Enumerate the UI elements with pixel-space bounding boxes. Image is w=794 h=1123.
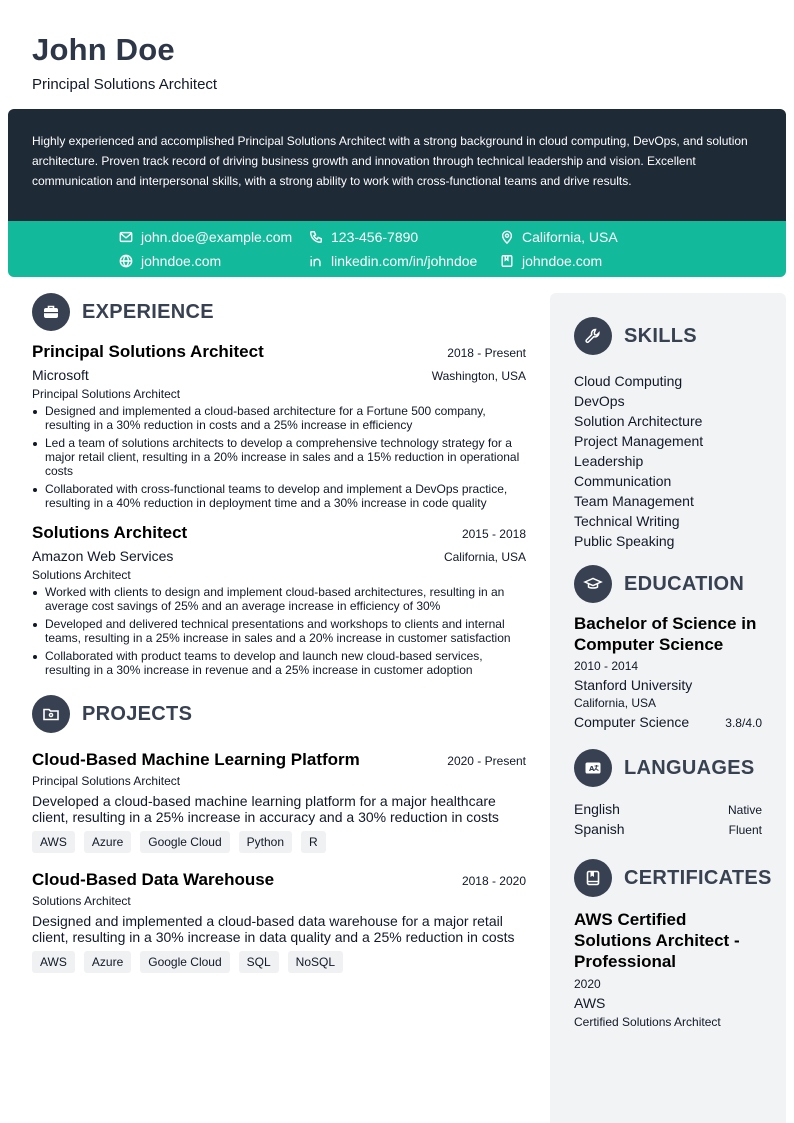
skill-item: Public Speaking: [574, 533, 675, 549]
experience-item: [32, 342, 526, 510]
certificate-item: [574, 909, 762, 1029]
project-item: [32, 870, 526, 973]
contact-phone[interactable]: [309, 229, 418, 245]
experience-item: [32, 523, 526, 677]
project-tags: [32, 831, 526, 853]
certificate-type: Certified Solutions Architect: [574, 1015, 721, 1029]
school-location: California, USA: [574, 696, 657, 710]
school: Stanford University: [574, 677, 693, 693]
skill-item: Team Management: [574, 493, 694, 509]
book-icon: [574, 859, 612, 897]
projects-heading: [32, 695, 526, 733]
certificate-name: AWS Certified Solutions Architect - Professional: [574, 910, 740, 971]
folder-icon: [32, 695, 70, 733]
contact-bar: [8, 221, 786, 277]
tag: AWS: [32, 951, 75, 973]
job-role: Solutions Architect: [32, 568, 131, 582]
tag: SQL: [239, 951, 279, 973]
certificate-issuer: AWS: [574, 995, 606, 1011]
job-company: Amazon Web Services: [32, 548, 174, 564]
gpa: 3.8/4.0: [725, 716, 762, 730]
summary-panel: [8, 109, 786, 221]
phone-icon: [309, 230, 323, 244]
tag: Google Cloud: [140, 951, 229, 973]
project-date: 2020 - Present: [447, 754, 526, 768]
project-title: Cloud-Based Data Warehouse: [32, 870, 275, 889]
language-name: English: [574, 801, 620, 817]
language-name: Spanish: [574, 821, 625, 837]
candidate-name: John Doe: [32, 32, 175, 67]
main-column: [32, 293, 526, 973]
project-role: Solutions Architect: [32, 894, 131, 908]
field-of-study: Computer Science: [574, 714, 690, 730]
education-heading: [574, 565, 762, 603]
tag: Google Cloud: [140, 831, 229, 853]
contact-linkedin[interactable]: [309, 253, 477, 269]
tag: Azure: [84, 831, 131, 853]
job-title: Principal Solutions Architect: [32, 342, 264, 361]
candidate-title: Principal Solutions Architect: [32, 76, 218, 93]
website-text: johndoe.com: [141, 253, 222, 269]
job-location: California, USA: [443, 550, 526, 564]
skills-list: [574, 371, 762, 551]
mail-icon: [119, 230, 133, 244]
degree: Bachelor of Science in Computer Science: [574, 614, 757, 654]
skill-item: Leadership: [574, 453, 644, 469]
languages-heading: [574, 749, 762, 787]
job-date: 2015 - 2018: [461, 527, 526, 541]
tag: AWS: [32, 831, 75, 853]
job-bullets: [32, 404, 526, 510]
bullet-item: Designed and implemented a cloud-based architecture for a Fortune 500 company, resulting in a 30% reduction in costs and a 25% increase in efficiency: [32, 404, 526, 432]
certificates-title: CERTIFICATES: [624, 866, 772, 889]
resume-header: [32, 32, 217, 93]
project-tags: [32, 951, 526, 973]
bookmark-book-icon: [500, 254, 514, 268]
job-role: Principal Solutions Architect: [32, 387, 181, 401]
bullet-item: Led a team of solutions architects to develop a comprehensive technology strategy for a major retail client, resulting in a 20% increase in sales and a 15% reduction in operational costs: [32, 436, 526, 478]
globe-icon: [119, 254, 133, 268]
education-title: EDUCATION: [624, 572, 745, 595]
bullet-item: Developed and delivered technical presentations and workshops to clients and internal teams, resulting in a 25% increase in sales and a 20% increase in customer satisfaction: [32, 617, 526, 645]
language-level: Fluent: [728, 823, 762, 837]
summary-text: Highly experienced and accomplished Principal Solutions Architect with a strong background in cloud computing, DevOps, and solution architecture. Proven track record of driving business growth and innovation through technical leadership and vision. Excellent communication and interpersonal skills, with a strong ability to work with cross-functional teams and drive results.: [32, 134, 748, 188]
project-date: 2018 - 2020: [461, 874, 526, 888]
project-description: Developed a cloud-based machine learning platform for a major healthcare client, resulting in a 25% increase in accuracy and a 30% reduction in costs: [32, 793, 499, 825]
project-role: Principal Solutions Architect: [32, 774, 181, 788]
experience-heading: [32, 293, 526, 331]
skill-item: Communication: [574, 473, 672, 489]
bullet-item: Collaborated with product teams to develop and launch new cloud-based services, resulting in a 30% increase in revenue and a 25% increase in customer adoption: [32, 649, 526, 677]
job-location: Washington, USA: [431, 369, 526, 383]
linkedin-text: linkedin.com/in/johndoe: [331, 253, 478, 269]
project-item: [32, 750, 526, 853]
tag: Azure: [84, 951, 131, 973]
contact-location: [500, 229, 618, 245]
job-title: Solutions Architect: [32, 523, 188, 542]
job-bullets: [32, 585, 526, 677]
location-text: California, USA: [522, 229, 618, 245]
wrench-icon: [574, 317, 612, 355]
phone-text: 123-456-7890: [331, 229, 419, 245]
graduation-cap-icon: [574, 565, 612, 603]
projects-title: PROJECTS: [82, 702, 193, 725]
job-date: 2018 - Present: [447, 346, 526, 360]
education-date: 2010 - 2014: [574, 659, 639, 673]
contact-portfolio[interactable]: [500, 253, 602, 269]
job-company: Microsoft: [32, 367, 89, 383]
contact-email[interactable]: [119, 229, 292, 245]
skills-heading: [574, 317, 762, 355]
language-level: Native: [727, 803, 762, 817]
skill-item: Cloud Computing: [574, 373, 683, 389]
certificates-heading: [574, 859, 772, 897]
experience-title: EXPERIENCE: [82, 300, 214, 323]
translate-icon: [574, 749, 612, 787]
linkedin-icon: [309, 254, 323, 268]
education-item: [574, 613, 762, 730]
bullet-item: Collaborated with cross-functional teams to develop and implement a DevOps practice, resulting in a 40% reduction in deployment time and a 30% increase in code quality: [32, 482, 526, 510]
portfolio-text: johndoe.com: [522, 253, 603, 269]
contact-website[interactable]: [119, 253, 221, 269]
languages-title: LANGUAGES: [624, 756, 755, 779]
certificate-date: 2020: [574, 977, 601, 991]
skill-item: Solution Architecture: [574, 413, 703, 429]
project-description: Designed and implemented a cloud-based data warehouse for a major retail client, resulting in a 30% increase in data quality and a 25% reduction in costs: [32, 913, 515, 945]
project-title: Cloud-Based Machine Learning Platform: [32, 750, 360, 769]
tag: NoSQL: [288, 951, 343, 973]
skill-item: DevOps: [574, 393, 625, 409]
tag: Python: [239, 831, 292, 853]
bullet-item: Worked with clients to design and implement cloud-based architectures, resulting in an average cost savings of 25% and an average increase in efficiency of 30%: [32, 585, 526, 613]
tag: R: [301, 831, 326, 853]
skill-item: Project Management: [574, 433, 704, 449]
skill-item: Technical Writing: [574, 513, 680, 529]
map-pin-icon: [500, 230, 514, 244]
skills-title: SKILLS: [624, 324, 697, 347]
email-text: john.doe@example.com: [141, 229, 293, 245]
languages-list: [574, 801, 762, 841]
svg-text:A: A: [589, 765, 595, 773]
sidebar: [550, 293, 786, 1123]
briefcase-icon: [32, 293, 70, 331]
